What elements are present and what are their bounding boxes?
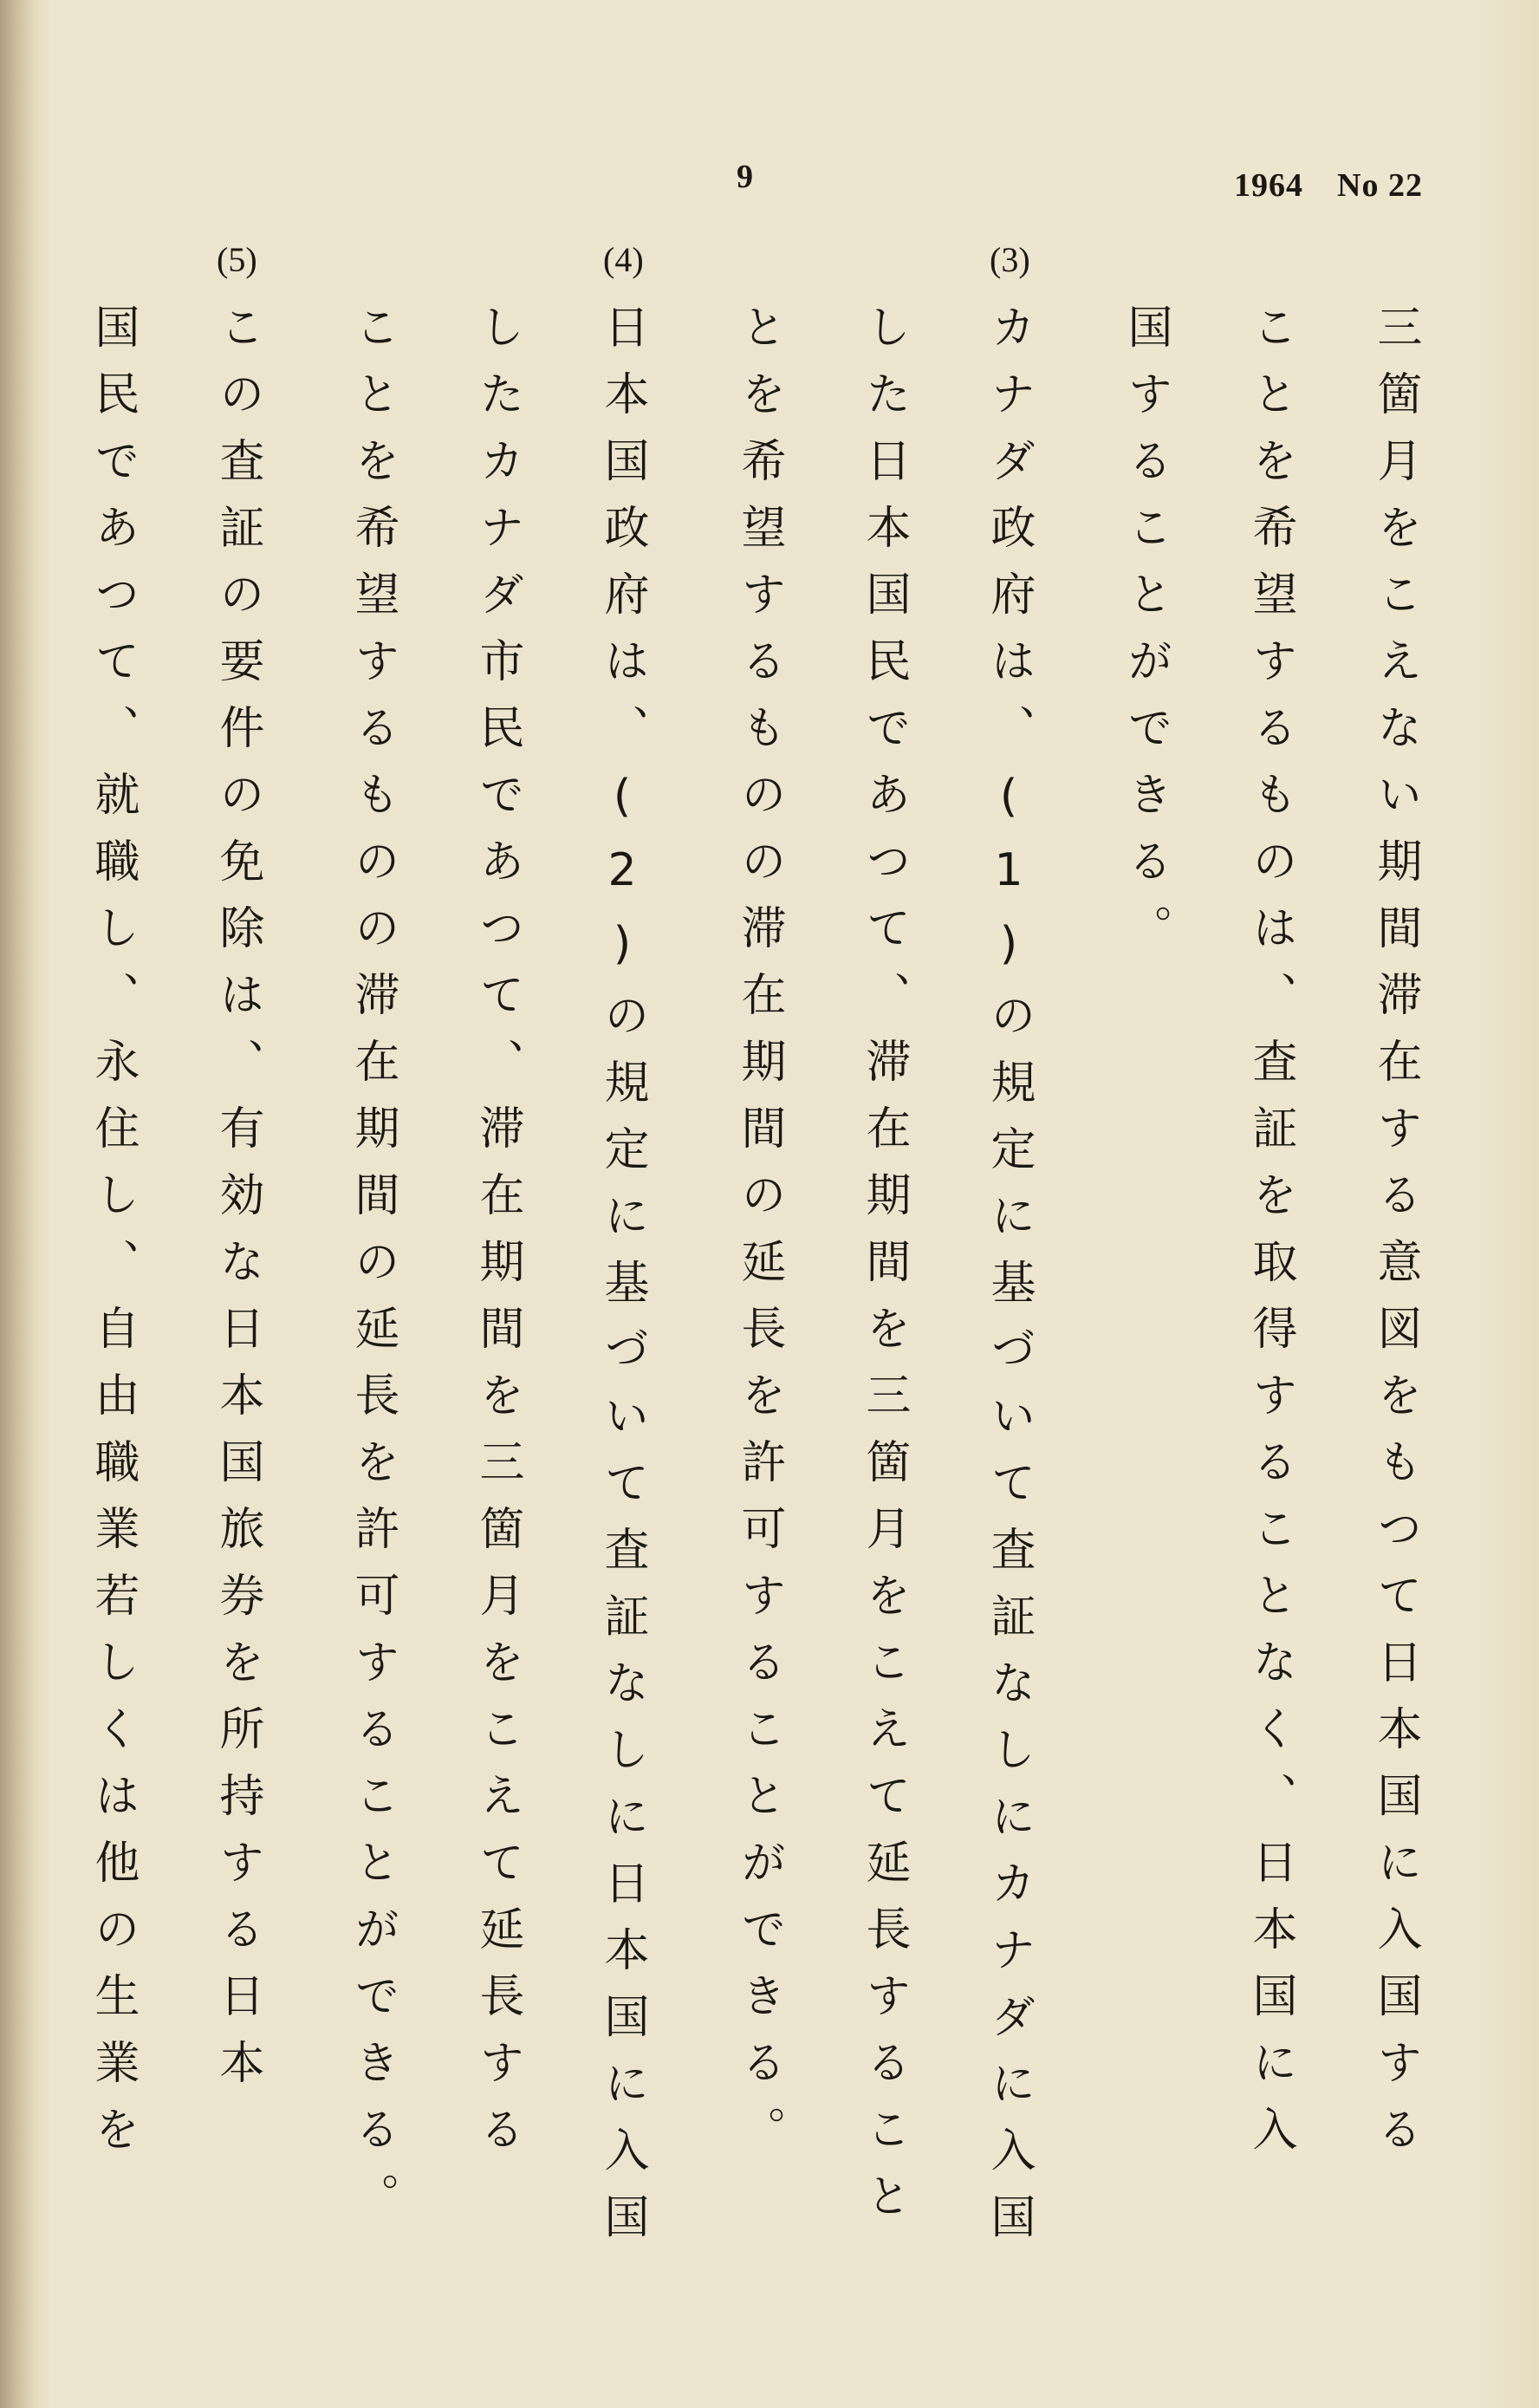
text-column: とを希望するものの滞在期間の延長を許可することができる。 xyxy=(733,303,785,2172)
text-column: したカナダ市民であつて、滞在期間を三箇月をこえて延長する xyxy=(471,303,523,2172)
issue-number: 1964 No 22 xyxy=(1234,167,1423,204)
book-spine-shadow xyxy=(0,0,35,2408)
text-column: 三箇月をこえない期間滞在する意図をもつて日本国に入国する xyxy=(1369,303,1421,2172)
text-column: 国することができる。 xyxy=(1120,303,1172,971)
text-column: 日本国政府は、(2)の規定に基づいて査証なしに日本国に入国 xyxy=(596,303,648,2260)
paragraph-marker: (3) xyxy=(990,240,1030,279)
page-number: 9 xyxy=(737,159,753,195)
text-column: ことを希望するものは、査証を取得することなく、日本国に入 xyxy=(1244,303,1296,2172)
text-column: カナダ政府は、(1)の規定に基づいて査証なしにカナダに入国 xyxy=(983,303,1035,2260)
text-column: ことを希望するものの滞在期間の延長を許可することができる。 xyxy=(347,303,399,2239)
text-column: この査証の要件の免除は、有効な日本国旅券を所持する日本 xyxy=(211,303,263,2105)
paragraph-marker: (5) xyxy=(217,240,257,279)
text-column: 国民であつて、就職し、永住し、自由職業若しくは他の生業を xyxy=(87,303,139,2172)
paragraph-marker: (4) xyxy=(603,240,644,279)
text-column: した日本国民であつて、滞在期間を三箇月をこえて延長すること xyxy=(858,303,910,2239)
